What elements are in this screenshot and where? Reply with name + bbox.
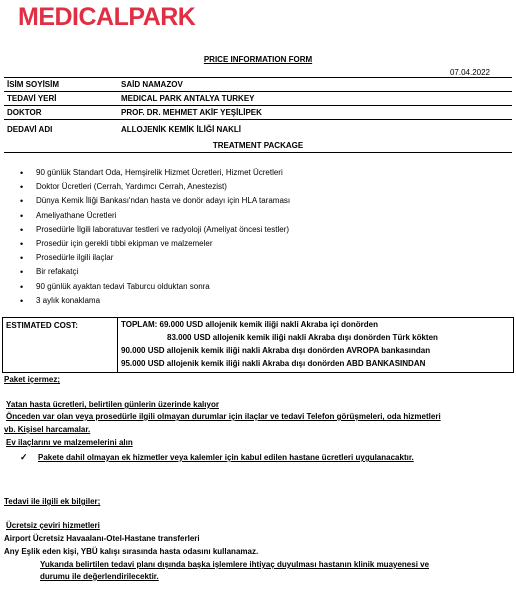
cost-line: TOPLAM: 69.000 USD allojenik kemik iliği nakli Akraba içi donörden [121, 320, 378, 329]
cost-divider [117, 318, 118, 372]
package-divider [4, 152, 512, 153]
package-title: TREATMENT PACKAGE [212, 141, 304, 150]
excluded-line: Yatan hasta ücretleri, belirtilen günlerin üzerinde kalıyor [6, 400, 219, 409]
package-item: • Bir refakatçi [14, 265, 290, 279]
info-label: DOKTOR [4, 106, 118, 120]
extra-info-line: durumu ile değerlendirilecektir. [40, 572, 159, 581]
excluded-line: vb. Kişisel harcamalar. [4, 425, 91, 434]
bullet-icon: • [20, 196, 24, 207]
bullet-icon: • [20, 281, 24, 292]
package-item: • 90 günlük Standart Oda, Hemşirelik Hizmet Ücretleri, Hizmet Ücretleri [14, 166, 290, 180]
package-item: • Ameliyathane Ücretleri [14, 209, 290, 223]
package-item: • Prosedürle İlgili laboratuvar testleri ve radyoloji (Ameliyat öncesi testler) [14, 223, 290, 237]
bullet-icon: • [20, 210, 24, 221]
info-label: İSİM SOYİSİM [4, 78, 118, 92]
info-label: TEDAVİ YERİ [4, 92, 118, 106]
info-row-doctor [4, 106, 512, 120]
bullet-icon: • [20, 182, 24, 193]
excluded-check-item: Pakete dahil olmayan ek hizmetler veya kalemler için kabul edilen hastane ücretleri uygulanacaktır. [38, 453, 414, 462]
package-item: • Doktor Ücretleri (Cerrah, Yardımcı Cerrah, Anestezist) [14, 180, 290, 194]
medical-park-logo: MEDICALPARK [18, 3, 196, 31]
package-list [14, 166, 290, 308]
cost-line: 95.000 USD allojenik kemik iliği nakli Akraba dışı donörden ABD BANKASINDAN [121, 359, 426, 368]
info-value: ALLOJENİK KEMİK İLİĞİ NAKLİ [121, 124, 241, 134]
package-item: • Prosedürle ilgili ilaçlar [14, 251, 290, 265]
extra-info-line: Yukarıda belirtilen tedavi planı dışında başka işlemlere ihtiyaç duyulması hastanın klinik muayenesi ve [40, 560, 430, 569]
info-value: PROF. DR. MEHMET AKİF YEŞİLİPEK [118, 106, 512, 120]
cost-line: 90.000 USD allojenik kemik iliği nakli Akraba dışı donörden AVROPA bankasından [121, 346, 431, 355]
info-value: MEDICAL PARK ANTALYA TURKEY [118, 92, 512, 106]
info-row-name [4, 78, 512, 92]
cost-label: ESTIMATED COST: [6, 321, 78, 330]
bullet-icon: • [20, 168, 24, 178]
package-item: • Prosedür için gerekli tıbbi ekipman ve malzemeler [14, 237, 290, 251]
bullet-icon: • [20, 295, 24, 306]
bullet-icon: • [20, 238, 24, 249]
info-row-treatment [4, 120, 512, 139]
extra-info-line: Ücretsiz çeviri hizmetleri [6, 521, 100, 530]
excluded-line: Ev ilaçlarını ve malzemelerini alın [6, 438, 133, 447]
estimated-cost-box [2, 317, 514, 373]
excluded-heading: Paket içermez; [4, 375, 61, 384]
bullet-icon: • [20, 267, 24, 278]
extra-info-heading: Tedavi ile ilgili ek bilgiler; [4, 497, 101, 506]
checkmark-icon: ✓ [20, 452, 28, 462]
package-item: • 3 aylık konaklama [14, 294, 290, 308]
info-value: SAİD NAMAZOV [118, 78, 512, 92]
package-item: • 90 günlük ayaktan tedavi Taburcu olduktan sonra [14, 280, 290, 294]
extra-info-line: Airport Ücretsiz Havaalanı-Otel-Hastane transferleri [4, 534, 200, 543]
form-date: 07.04.2022 [449, 68, 490, 77]
info-row-place [4, 92, 512, 106]
package-item: • Dünya Kemik İliği Bankası'ndan hasta ve donör adayı için HLA taraması [14, 194, 290, 208]
info-label: DEDAVİ ADI [7, 124, 53, 134]
bullet-icon: • [20, 253, 24, 264]
bullet-icon: • [20, 224, 24, 235]
form-title: PRICE INFORMATION FORM [203, 55, 313, 64]
excluded-line: Önceden var olan veya prosedürle ilgili olmayan durumlar için ilaçlar ve tedavi Telefon görüşmeleri, oda hizmetleri [6, 412, 441, 421]
extra-info-line: Any Eşlik eden kişi, YBÜ kalışı sırasında hasta odasını kullanamaz. [4, 547, 259, 556]
cost-line: 83.000 USD allojenik kemik iliği nakli Akraba dışı donörden Türk kökten [167, 333, 438, 342]
patient-info-table [4, 77, 512, 138]
